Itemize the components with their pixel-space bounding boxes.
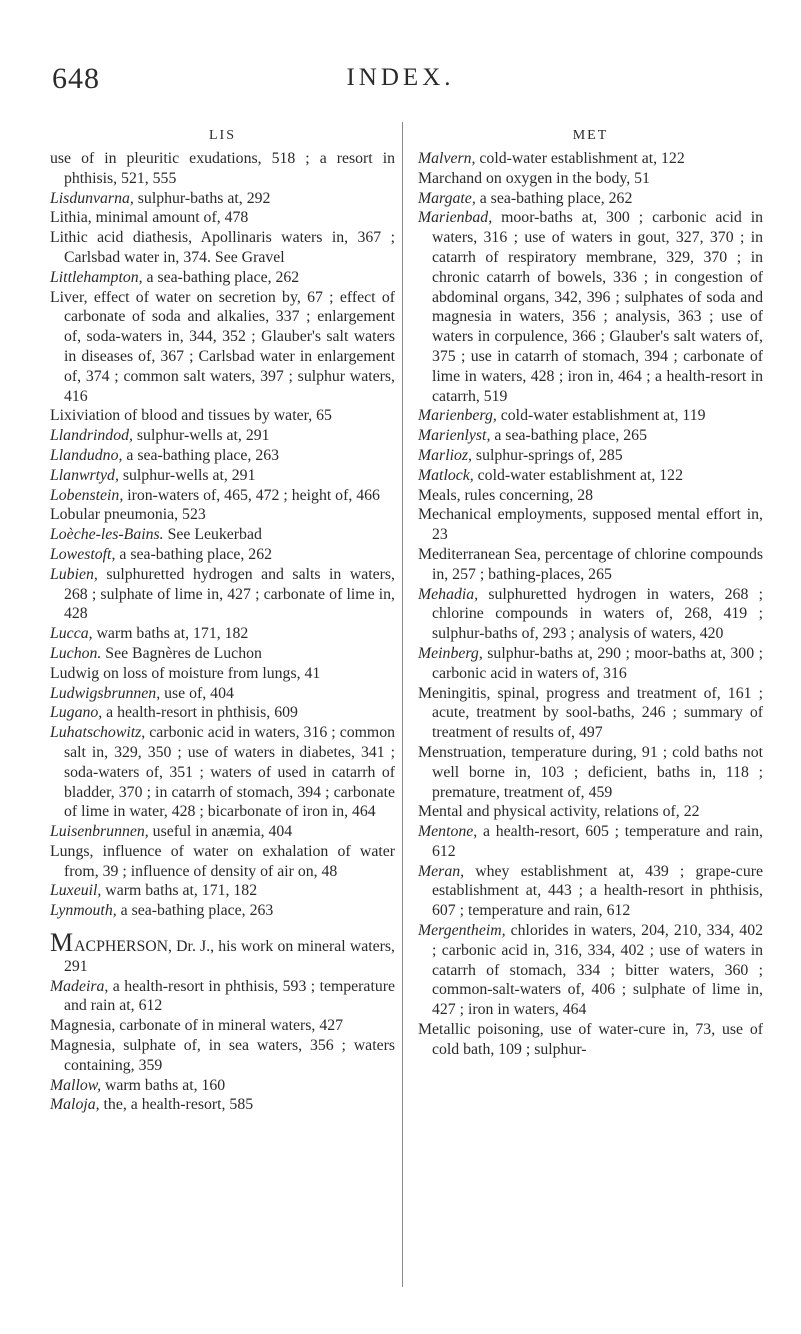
index-entry [50,1036,395,1076]
entry-headword: Mehadia, [418,585,479,603]
entry-headword: Lisdunvarna, [50,189,134,207]
index-entry [418,545,763,585]
column-divider [402,122,403,1287]
entry-headword: Luxeuil, [50,882,102,900]
entry-text: iron-waters of, 465, 472 ; height of, 466 [123,486,380,504]
index-entry [418,743,763,802]
entry-headword: Meran, [418,862,465,880]
entry-headword: Luchon. [50,644,102,662]
index-entry [50,703,395,723]
index-entry [418,486,763,506]
entry-headword: Ludwigsbrunnen, [50,684,161,702]
entry-text: a sea-bathing place, 263 [116,902,274,920]
index-entry [50,545,395,565]
entry-text: a sea-bathing place, 262 [475,189,633,207]
index-entry [50,1076,395,1096]
entry-text: Liver, effect of water on secretion by, 67 ; effect of carbonate of soda and alkalies, 337 ; enlargement of, soda-waters in, 344, 352 ; Glauber's salt waters in diseases of, 367 ; Carlsbad water in enlargement of, 374 ; common salt waters, 397 ; sulphur waters, 416 [50,288,395,405]
entry-text: sulphur-springs of, 285 [471,446,623,464]
entry-text: useful in anæmia, 404 [148,823,293,841]
index-entry [418,189,763,209]
index-entry [418,406,763,426]
entry-text: Lixiviation of blood and tissues by water, 65 [50,407,332,425]
index-entry [418,149,763,169]
index-entry [50,644,395,664]
entry-text: Magnesia, carbonate of in mineral waters, 427 [50,1017,344,1035]
entry-text: sulphur-wells at, 291 [132,427,270,445]
entry-headword: Mergentheim, [418,922,506,940]
index-entry [50,881,395,901]
entry-headword: Luhatschowitz, [50,724,146,742]
index-entry [418,169,763,189]
page-number: 648 [52,62,100,95]
index-entry [50,842,395,882]
index-entry [50,822,395,842]
entry-headword: Lucca, [50,625,93,643]
index-entry [50,684,395,704]
index-entry [50,1016,395,1036]
index-entry [50,624,395,644]
entry-text: Meningitis, spinal, progress and treatment of, 161 ; acute, treatment by sool-baths, 246 ; summary of treatment of results of, 497 [418,684,763,742]
entry-text: warm baths at, 171, 182 [92,625,249,643]
section-m-entry-list [50,977,395,1116]
entry-headword: Lubien, [50,565,98,583]
entry-text: sulphuretted hydrogen and salts in waters, 268 ; sulphate of lime in, 427 ; carbonate of lime in, 428 [64,565,395,623]
drop-initial: M [50,928,75,958]
entry-text: sulphur-baths at, 292 [133,189,271,207]
index-entry [418,862,763,921]
entry-text: sulphuretted hydrogen in waters, 268 ; chlorine compounds in waters of, 268, 419 ; sulphur-baths of, 293 ; analysis of waters, 420 [432,585,763,643]
entry-text: cold-water establishment at, 122 [473,466,683,484]
entry-text: cold-water establishment at, 119 [496,407,706,425]
entry-headword: Lugano, [50,704,103,722]
entry-text: Lithia, minimal amount of, 478 [50,209,249,227]
entry-text: Metallic poisoning, use of water-cure in, 73, use of cold bath, 109 ; sulphur- [418,1021,763,1058]
index-entry [50,505,395,525]
entry-text: Ludwig on loss of moisture from lungs, 41 [50,664,321,682]
entry-headword: Maloja, [50,1096,100,1114]
right-column [418,127,763,1060]
entry-text: warm baths at, 171, 182 [101,882,258,900]
entry-text: Lithic acid diathesis, Apollinaris waters in, 367 ; Carlsbad water in, 374. See Gravel [50,229,395,266]
entry-headword: Marienberg, [418,407,497,425]
index-entry [50,208,395,228]
index-entry [418,208,763,406]
entry-text: See Leukerbad [163,526,262,544]
index-entry [50,901,395,921]
index-entry [50,228,395,268]
index-entry [50,565,395,624]
left-entry-list [50,149,395,921]
entry-text: use of in pleuritic exudations, 518 ; a resort in phthisis, 521, 555 [50,150,395,187]
entry-text: a health-resort, 605 ; temperature and rain, 612 [432,823,763,860]
entry-text: moor-baths at, 300 ; carbonic acid in waters, 316 ; use of waters in gout, 327, 370 ; in catarrh of respiratory membrane, 329, 370 ; in chronic catarrh of bowels, 336 ; in congestion of abdominal organs, 342, 396 ; sulphates of soda and magnesia in waters, 356 ; analysis, 363 ; use of waters in corpulence, 366 ; Glauber's salt waters of, 375 ; use in catarrh of stomach, 394 ; carbonate of lime in waters, 428 ; iron in, 464 ; a health-resort in catarrh, 519 [432,209,763,405]
entry-headword: Luisenbrunnen, [50,823,149,841]
entry-text: a sea-bathing place, 265 [490,427,647,445]
index-entry [50,406,395,426]
entry-headword: Marienlyst, [418,427,491,445]
entry-headword: Matlock, [418,466,474,484]
section-m-first-entry [50,928,395,977]
entry-text: a sea-bathing place, 262 [142,268,300,286]
entry-headword: Llanwrtyd, [50,466,119,484]
entry-text: Meals, rules concerning, 28 [418,486,594,504]
entry-headword: Loèche-les-Bains. [50,526,164,544]
index-entry [50,268,395,288]
index-entry [50,426,395,446]
index-entry [418,505,763,545]
entry-text: Lobular pneumonia, 523 [50,506,206,524]
entry-text: Lungs, influence of water on exhalation of water from, 39 ; influence of density of air on, 48 [50,842,395,880]
entry-text: chlorides in waters, 204, 210, 334, 402 ; carbonic acid in, 316, 334, 402 ; use of waters in catarrh of stomach, 334 ; bitter waters, 360 ; common-salt-waters of, 406 ; sulphate of lime in, 427 ; iron in waters, 464 [432,922,763,1019]
entry-text: use of, 404 [160,684,234,702]
entry-headword: Littlehampton, [50,268,143,286]
entry-text: carbonic acid in waters, 316 ; common salt in, 329, 350 ; use of waters in diabetes, 341 ; soda-waters of, 351 ; waters of used in catarrh of bladder, 370 ; in catarrh of stomach, 394 ; carbonate of lime in water, 428 ; bicarbonate of iron in, 464 [64,724,395,821]
entry-headword: Llandudno, [50,446,123,464]
entry-headword: Mentone, [418,823,478,841]
entry-text: Mental and physical activity, relations of, 22 [418,803,700,821]
entry-text: whey establishment at, 439 ; grape-cure establishment at, 443 ; a health-resort in phthisis, 607 ; temperature and rain, 612 [432,862,763,920]
entry-headword: Marlioz, [418,446,472,464]
entry-headword: Meinberg, [418,644,483,662]
entry-text: a health-resort in phthisis, 609 [102,704,298,722]
index-entry [50,149,395,189]
section-m-first-entry-text: ACPHERSON, Dr. J., his work on mineral waters, 291 [64,938,395,975]
index-entry [418,802,763,822]
index-entry [50,723,395,822]
entry-headword: Lowestoft, [50,545,116,563]
right-entry-list [418,149,763,1060]
index-entry [50,466,395,486]
index-entry [50,977,395,1017]
entry-headword: Margate, [418,189,476,207]
entry-text: Marchand on oxygen in the body, 51 [418,169,650,187]
entry-text: Magnesia, sulphate of, in sea waters, 356 ; waters containing, 359 [50,1037,395,1074]
index-entry [50,446,395,466]
index-entry [50,288,395,407]
entry-headword: Llandrindod, [50,427,133,445]
entry-headword: Lynmouth, [50,902,117,920]
entry-text: sulphur-wells at, 291 [118,466,256,484]
left-column-heading: LIS [209,128,236,143]
entry-text: a sea-bathing place, 262 [115,545,272,563]
index-entry [50,486,395,506]
entry-headword: Marienbad, [418,209,493,227]
entry-text: See Bagnères de Luchon [101,644,262,662]
index-entry [418,644,763,684]
entry-headword: Mallow, [50,1076,102,1094]
entry-text: Menstruation, temperature during, 91 ; cold baths not well borne in, 103 ; deficient, baths in, 118 ; premature, treatment of, 459 [418,743,763,801]
section-m [50,928,395,1115]
entry-text: cold-water establishment at, 122 [475,150,685,167]
index-entry [418,1020,763,1060]
index-entry [418,585,763,644]
index-entry [50,1095,395,1115]
entry-headword: Madeira, [50,977,109,995]
entry-text: warm baths at, 160 [101,1076,226,1094]
index-entry [418,684,763,743]
right-column-heading: MET [572,128,609,143]
index-entry [50,189,395,209]
index-entry [418,921,763,1020]
entry-headword: Malvern, [418,150,476,167]
entry-text: Mechanical employments, supposed mental effort in, 23 [418,506,763,544]
index-entry [50,664,395,684]
entry-text: a sea-bathing place, 263 [122,446,280,464]
left-column [50,127,395,1115]
entry-text: the, a health-resort, 585 [99,1096,254,1114]
index-entry [418,446,763,466]
entry-text: Mediterranean Sea, percentage of chlorine compounds in, 257 ; bathing-places, 265 [418,545,763,583]
entry-text: a health-resort in phthisis, 593 ; temperature and rain at, 612 [64,977,395,1015]
index-entry [418,466,763,486]
index-entry [50,525,395,545]
running-head: INDEX. [346,64,455,91]
entry-headword: Lobenstein, [50,486,124,504]
index-entry [418,822,763,862]
index-entry [418,426,763,446]
entry-text: sulphur-baths at, 290 ; moor-baths at, 300 ; carbonic acid in waters of, 316 [432,644,763,682]
